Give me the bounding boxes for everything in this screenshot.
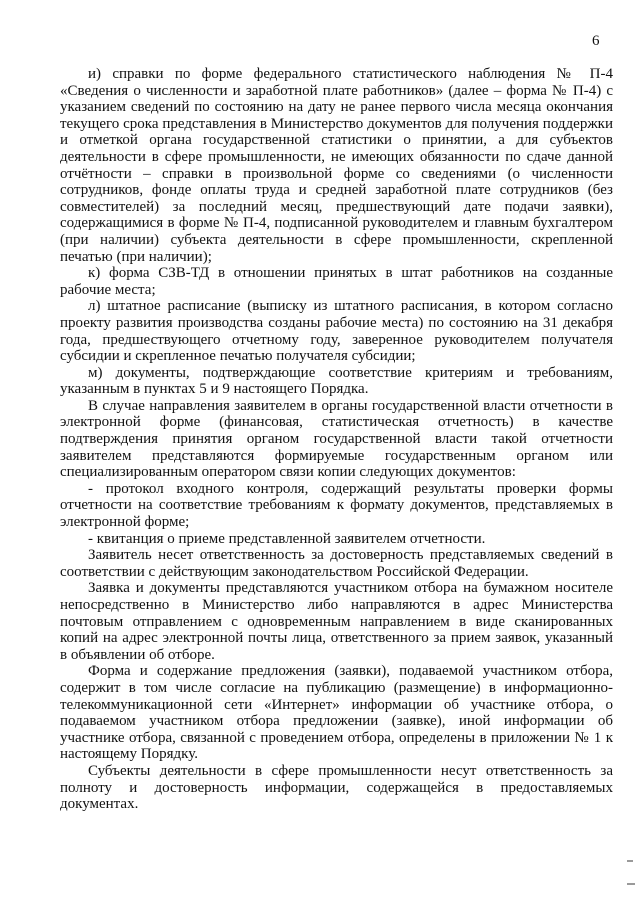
document-body	[60, 66, 613, 813]
list-item-control-protocol: - протокол входного контроля, содержащий результаты проверки формы отчетности на соответствие требованиям к формату документов, представляемых в электронной форме;	[60, 480, 613, 531]
paragraph-subjects-responsibility: Субъекты деятельности в сфере промышленности несут ответственность за полноту и достоверность информации, содержащейся в предоставляемых документах.	[60, 762, 613, 813]
paragraph-proposal-form: Форма и содержание предложения (заявки), подаваемой участником отбора, содержит в том числе согласие на публикацию (размещение) в информационно-телекоммуникационной сети «Интернет» информации об участнике отбора, о подаваемом участником отбора предложении (заявке), иной информации об участнике отбора, связанной с проведением отбора, определены в приложении № 1 к настоящему Порядку.	[60, 663, 613, 763]
page-number: 6	[592, 33, 600, 49]
paragraph-item-i: и) справки по форме федерального статистического наблюдения № П-4 «Сведения о численности и заработной плате работников» (далее – форма № П-4) с указанием сведений по состоянию на дату не ранее первого числа месяца окончания текущего срока представления в Министерство документов для получения поддержки и отметкой органа государственной статистики о принятии, а для субъектов деятельности в сфере промышленности, не имеющих обязанности по сдаче данной отчётности – справки в произвольной форме со сведениями (о численности сотрудников, фонде оплаты труда и средней заработной плате сотрудников (без совместителей) за последний месяц, предшествующий дате подачи заявки), содержащимися в форме № П-4, подписанной руководителем и главным бухгалтером (при наличии) субъекта деятельности в сфере промышленности, скрепленной печатью (при наличии);	[60, 66, 613, 265]
list-item-receipt: - квитанция о приеме представленной заявителем отчетности.	[88, 530, 486, 547]
scan-margin-mark	[627, 883, 635, 885]
paragraph-submission-method: Заявка и документы представляются участником отбора на бумажном носителе непосредственно в Министерство либо направляются в адрес Министерства почтовым отправлением с одновременным направлением в виде сканированных копий на адрес электронной почты лица, ответственного за прием заявок, указанный в объявлении об отборе.	[60, 580, 613, 663]
paragraph-applicant-responsibility: Заявитель несет ответственность за достоверность представляемых сведений в соответствии с действующим законодательством Российской Федерации.	[60, 547, 613, 580]
paragraph-item-k: к) форма СЗВ-ТД в отношении принятых в штат работников на созданные рабочие места;	[60, 265, 613, 298]
paragraph-item-l: л) штатное расписание (выписку из штатного расписания, в котором согласно проекту развития производства созданы рабочие места) по состоянию на 31 декабря года, предшествующего отчетному году, заверенное руководителем получателя субсидии и скрепленное печатью получателя субсидии;	[60, 298, 613, 365]
paragraph-item-m: м) документы, подтверждающие соответствие критериям и требованиям, указанным в пунктах 5 и 9 настоящего Порядка.	[60, 364, 613, 398]
paragraph-electronic-reporting: В случае направления заявителем в органы государственной власти отчетности в электронной форме (финансовая, статистическая отчетность) в качестве подтверждения принятия органом государственной власти такой отчетности заявителем представляются формируемые государственным органом или специализированным оператором связи копии следующих документов:	[60, 397, 613, 481]
scan-margin-mark	[627, 860, 633, 862]
